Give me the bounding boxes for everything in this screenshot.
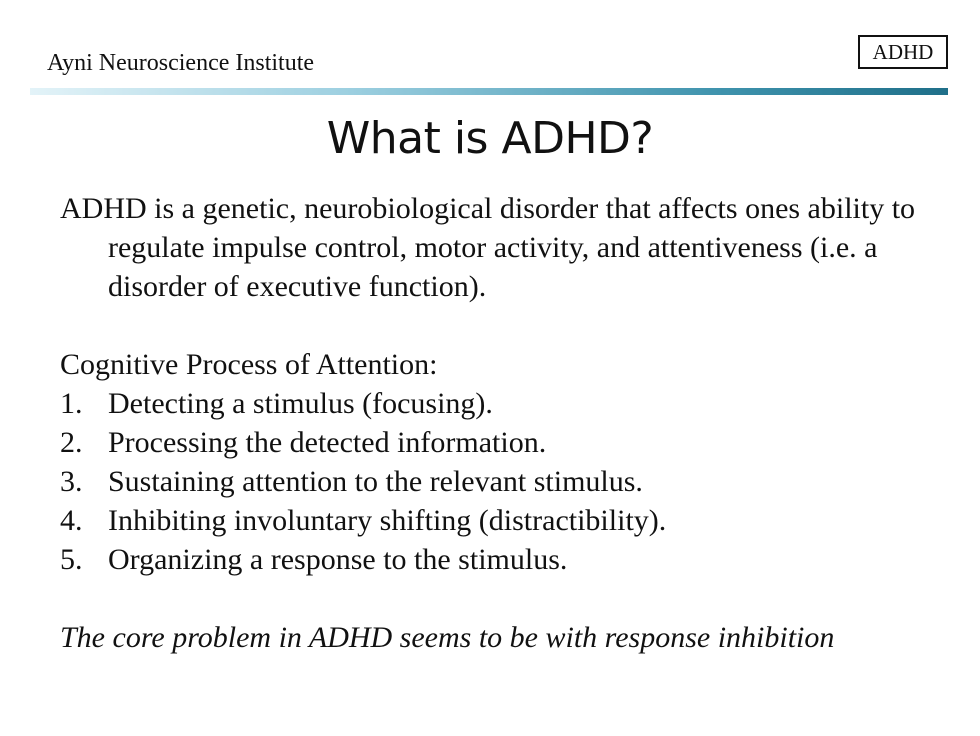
list-item-number: 1. bbox=[60, 387, 83, 420]
list-item-text: Sustaining attention to the relevant stimulus. bbox=[108, 465, 643, 498]
list-item-number: 3. bbox=[60, 465, 83, 498]
slide-title: What is ADHD? bbox=[326, 113, 654, 164]
definition-paragraph: ADHD is a genetic, neurobiological disorder that affects ones ability to regulate impulse control, motor activity, and attentiveness (i.e. a disorder of executive function). bbox=[60, 192, 916, 303]
list-item bbox=[60, 423, 666, 462]
list-item-text: Organizing a response to the stimulus. bbox=[108, 543, 568, 576]
conclusion-note: The core problem in ADHD seems to be with response inhibition bbox=[60, 621, 835, 654]
list-item bbox=[60, 540, 666, 579]
list-item bbox=[60, 462, 666, 501]
process-heading: Cognitive Process of Attention: bbox=[60, 348, 438, 381]
list-item-text: Detecting a stimulus (focusing). bbox=[108, 387, 493, 420]
list-item bbox=[60, 384, 666, 423]
list-item-number: 2. bbox=[60, 426, 83, 459]
list-item-text: Processing the detected information. bbox=[108, 426, 547, 459]
topic-tag: ADHD bbox=[858, 35, 948, 69]
institute-name: Ayni Neuroscience Institute bbox=[47, 50, 315, 76]
list-item-text: Inhibiting involuntary shifting (distractibility). bbox=[108, 504, 667, 537]
list-item-number: 5. bbox=[60, 543, 83, 576]
list-item-number: 4. bbox=[60, 504, 83, 537]
header-divider bbox=[30, 88, 948, 95]
list-item bbox=[60, 501, 666, 540]
attention-steps-list bbox=[60, 384, 666, 579]
